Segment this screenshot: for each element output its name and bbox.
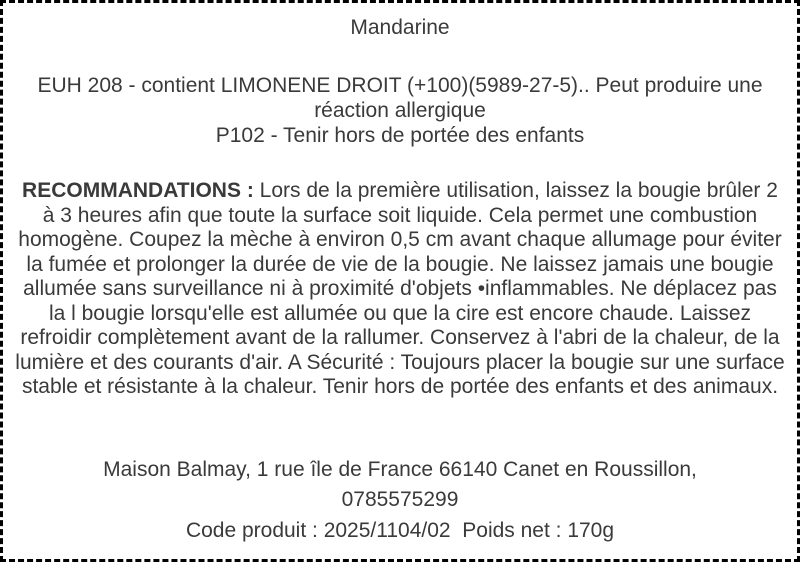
- recommendations-text: Lors de la première utilisation, laissez la bougie brûler 2 à 3 heures afin que toute la surface soit liquide. Cela permet une combustion homogène. Coupez la mèche à environ 0,5 cm avant chaque allumage pour éviter la fumée et prolonger la durée de vie de la bougie. Ne laissez jamais une bougie allumée sans surveillance ni à proximité d'objets •inflammables. Ne déplacez pas la l bougie lorsqu'elle est allumée ou que la cire est encore chaude. Laissez refroidir complètement avant de la rallumer. Conservez à l'abri de la chaleur, de la lumière et des courants d'air. A Sécurité : Toujours placer la bougie sur une surface stable et résistante à la chaleur. Tenir hors de portée des enfants et des animaux.: [15, 179, 785, 398]
- product-codes: [3, 518, 797, 544]
- company-address: Maison Balmay, 1 rue île de France 66140 Canet en Roussillon,: [103, 458, 697, 481]
- product-code: Code produit : 2025/1104/02: [185, 519, 451, 542]
- company-phone: 0785575299: [341, 488, 459, 511]
- hazard-statements: [33, 73, 767, 148]
- recommendations-heading: RECOMMANDATIONS :: [22, 179, 254, 202]
- product-name: Mandarine: [350, 16, 450, 39]
- hazard-p102: P102 - Tenir hors de portée des enfants: [215, 124, 585, 147]
- net-weight: Poids net : 170g: [462, 519, 615, 542]
- recommendations-paragraph: [15, 179, 785, 400]
- hazard-euh208: EUH 208 - contient LIMONENE DROIT (+100)(5989-27-5).. Peut produire une réaction allergique: [37, 74, 763, 122]
